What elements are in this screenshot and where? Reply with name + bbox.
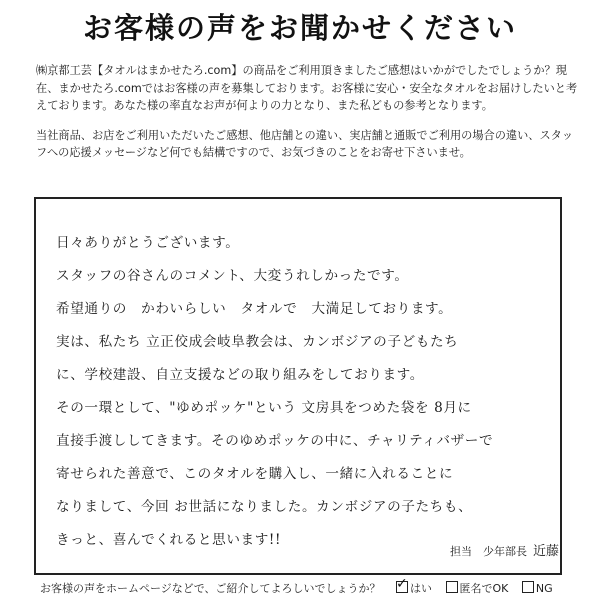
message-line: 寄せられた善意で、このタオルを購入し、一緒に入れることに	[56, 466, 454, 482]
intro-text	[36, 62, 581, 174]
message-line: きっと、喜んでくれると思います!!	[56, 532, 282, 548]
checkbox-icon[interactable]	[446, 581, 458, 593]
intro-paragraph: ㈱京都工芸【タオルはまかせたろ.com】の商品をご利用頂きましたご感想はいかがでしたでしょうか？現在、まかせたろ.comではお客様の声を募集しております。お客様に安心・安全なタオルをお届けしたいと考えております。あなた様の率直なお声が何よりの力となり、また私どもの参考となります。	[36, 64, 578, 112]
option-label: はい	[410, 582, 432, 595]
message-line: 実は、私たち 立正佼成会岐阜教会は、カンボジアの子どもたち	[56, 334, 459, 350]
checkbox-checked-icon[interactable]	[396, 581, 408, 593]
consent-question: お客様の声をホームページなどで、ご紹介してよろしいでしょうか？	[40, 582, 381, 595]
message-line: に、学校建設、自立支援などの取り組みをしております。	[56, 367, 424, 383]
consent-options	[396, 580, 563, 596]
footer	[40, 580, 600, 596]
message-line: その一環として、"ゆめポッケ"という 文房具をつめた袋を 8月に	[56, 400, 472, 416]
message-line: スタッフの谷さんのコメント、大変うれしかったです。	[56, 268, 409, 284]
message-line: 直接手渡ししてきます。そのゆめポッケの中に、チャリティバザーで	[56, 433, 494, 449]
consent-option-ng[interactable]	[522, 581, 553, 595]
option-label: 匿名でOK	[459, 582, 509, 595]
signature-name: 近藤	[533, 544, 560, 559]
intro-paragraph: 当社商品、お店をご利用いただいたご感想、他店舗との違い、実店舗と通販でご利用の場合の違い、スタッフへの応援メッセージなど何でも結構ですので、お気づきのことをお寄せ下さいませ。	[36, 128, 574, 159]
page-title: お客様の声をお聞かせください	[82, 11, 517, 45]
consent-option-yes[interactable]	[396, 580, 432, 596]
message-line: なりまして、今回 お世話になりました。カンボジアの子たちも、	[56, 499, 473, 515]
checkbox-icon[interactable]	[522, 581, 534, 593]
message-line: 希望通りの かわいらしい タオルで 大満足しております。	[56, 301, 453, 317]
signature-role: 担当 少年部長	[450, 545, 527, 558]
message-line: 日々ありがとうございます。	[56, 235, 240, 251]
option-label: NG	[535, 582, 553, 595]
signature	[450, 540, 559, 559]
consent-option-anonymous[interactable]	[446, 580, 509, 596]
handwritten-message	[56, 229, 551, 559]
